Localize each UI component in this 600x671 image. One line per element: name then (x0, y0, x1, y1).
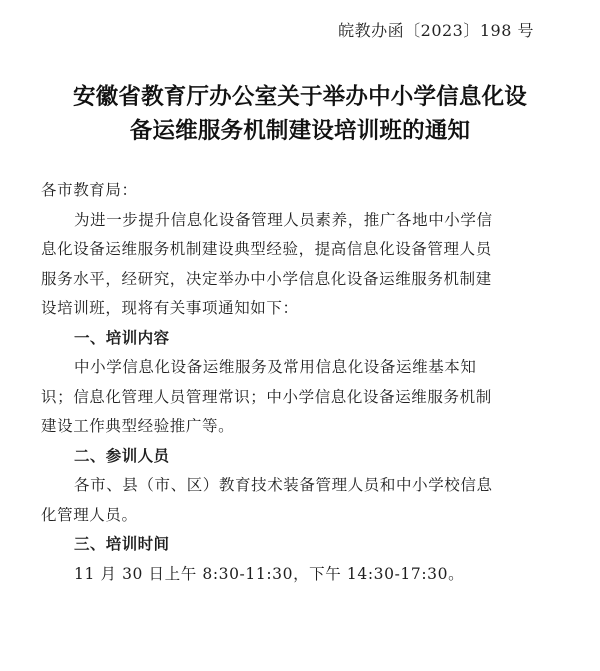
paragraph-line: 识；信息化管理人员管理常识；中小学信息化设备运维服务机制 (41, 387, 492, 406)
title-line-1: 安徽省教育厅办公室关于举办中小学信息化设 (72, 84, 527, 110)
section-heading: 三、培训时间 (74, 535, 170, 553)
paragraph-line: 化管理人员。 (41, 505, 138, 524)
paragraph-line: 中小学信息化设备运维服务及常用信息化设备运维基本知 (74, 358, 477, 376)
document-body (41, 176, 561, 589)
title-line-2: 备运维服务机制建设培训班的通知 (129, 118, 471, 144)
section-heading: 二、参训人员 (74, 446, 170, 465)
section-heading: 一、培训内容 (74, 328, 170, 347)
paragraph-line: 各市、县（市、区）教育技术装备管理人员和中小学校信息 (74, 476, 493, 494)
paragraph-line: 11 月 30 日上午 8:30-11:30，下午 14:30-17:30。 (74, 564, 465, 583)
paragraph-line: 息化设备运维服务机制建设典型经验，提高信息化设备管理人员 (41, 240, 492, 258)
paragraph-line: 服务水平，经研究，决定举办中小学信息化设备运维服务机制建 (41, 269, 492, 288)
document-number: 皖教办函〔2023〕198 号 (338, 21, 534, 40)
paragraph-line: 设培训班，现将有关事项通知如下： (41, 299, 299, 317)
paragraph-line: 为进一步提升信息化设备管理人员素养，推广各地中小学信 (74, 210, 493, 229)
salutation: 各市教育局： (41, 181, 138, 199)
document-title (0, 80, 600, 148)
paragraph-line: 建设工作典型经验推广等。 (41, 417, 235, 435)
